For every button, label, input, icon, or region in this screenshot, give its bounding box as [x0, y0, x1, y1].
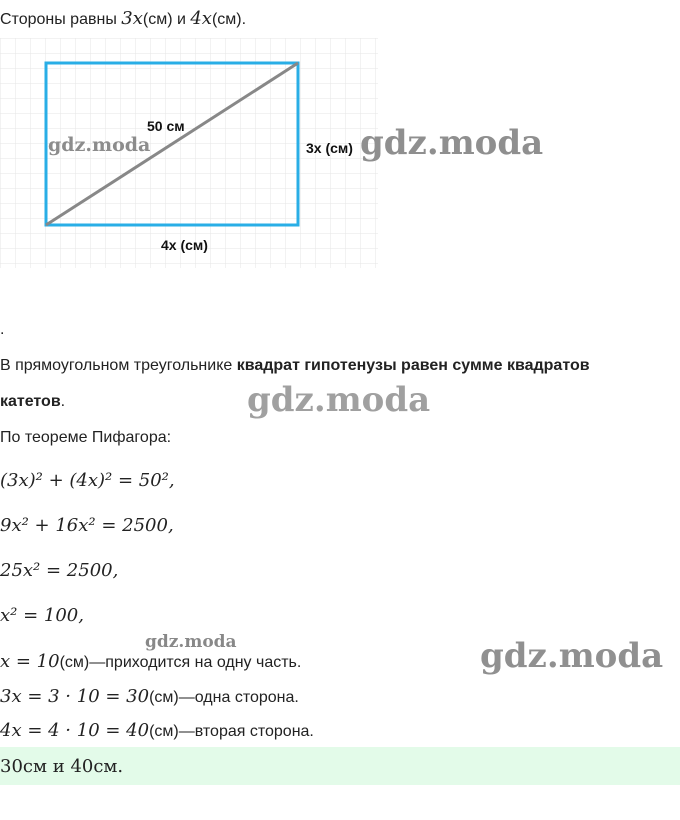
answer-box [0, 747, 680, 785]
watermark-theorem: gdz.moda [247, 380, 431, 420]
diagonal-label: 50 см [147, 118, 185, 134]
theorem-bold-2: катетов [0, 393, 61, 410]
intro-unit-1: (см) и [142, 11, 191, 28]
theorem-line-1 [0, 356, 590, 376]
answer-unit-2: см. [93, 756, 124, 777]
theorem-prefix: В прямоугольном треугольнике [0, 357, 237, 374]
intro-prefix: Стороны равны [0, 11, 122, 28]
pythagoras-intro: По теореме Пифагора: [0, 429, 172, 446]
watermark-figure-large: gdz.moda [360, 123, 544, 163]
answer-line [0, 756, 123, 778]
watermark-right: gdz.moda [480, 636, 664, 676]
equation-3: 25x² = 2500, [0, 560, 119, 581]
intro-line [0, 8, 246, 30]
step-3-text: (см)—вторая сторона. [149, 723, 314, 740]
equation-4: x² = 100, [0, 605, 84, 626]
step-3-math: 4x = 4 · 10 = 40 [0, 720, 150, 741]
watermark-figure-small: gdz.moda [48, 134, 151, 156]
side-label-right: 3x (см) [306, 140, 353, 156]
equation-2: 9x² + 16x² = 2500, [0, 515, 174, 536]
answer-number-1: 30 [0, 756, 23, 777]
step-1-text: (см)—приходится на одну часть. [59, 654, 302, 671]
stray-dot: . [0, 321, 5, 338]
step-2-math: 3x = 3 · 10 = 30 [0, 686, 150, 707]
theorem-line-2 [0, 392, 65, 412]
step-2-text: (см)—одна сторона. [149, 689, 299, 706]
intro-unit-2: (см). [211, 11, 247, 28]
step-1-math: x = 10 [0, 651, 60, 672]
step-3 [0, 720, 314, 743]
theorem-bold-1: квадрат гипотенузы равен сумме квадратов [236, 357, 590, 374]
answer-unit-1: см и [22, 756, 71, 777]
side-label-bottom: 4x (см) [161, 237, 208, 253]
watermark-small-mid: gdz.moda [145, 632, 237, 652]
intro-math-4x: 4x [190, 8, 212, 29]
answer-number-2: 40 [70, 756, 94, 777]
step-2 [0, 686, 299, 709]
equation-1: (3x)² + (4x)² = 50², [0, 470, 175, 491]
step-1 [0, 651, 301, 674]
theorem-suffix: . [60, 393, 66, 410]
intro-math-3x: 3x [121, 8, 143, 29]
